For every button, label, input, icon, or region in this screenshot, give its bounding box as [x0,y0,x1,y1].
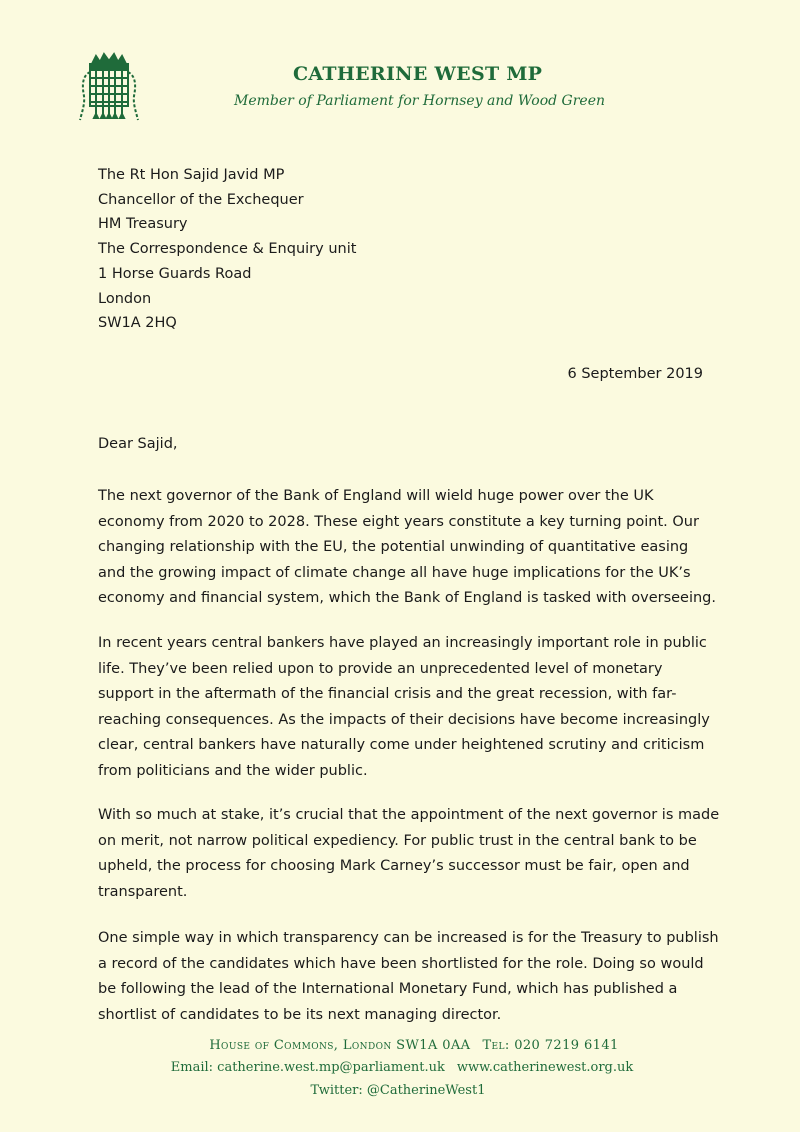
body-line: economy from 2020 to 2028. These eight years constitute a key turning point. Our [98,513,699,530]
footer-social-line [0,1083,798,1098]
address-line: SW1A 2HQ [98,315,177,332]
address-line: The Rt Hon Sajid Javid MP [98,167,285,183]
recipient-address [98,163,356,336]
body-line: a record of the candidates which have been shortlisted for the role. Doing so would [98,955,704,972]
footer-twitter-link[interactable]: Twitter: @CatherineWest1 [310,1083,486,1098]
body-line: upheld, the process for choosing Mark Carney’s successor must be fair, open and [98,858,690,874]
address-line: HM Treasury [98,216,188,233]
body-line: reaching consequences. As the impacts of their decisions have become increasingly [98,711,710,728]
body-line: support in the aftermath of the financial crisis and the great recession, with far- [98,686,677,702]
letterhead-name: CATHERINE WEST MP [293,63,543,85]
body-line: One simple way in which transparency can be increased is for the Treasury to publish [98,930,719,946]
body-line: shortlist of candidates to be its next managing director. [98,1006,502,1023]
footer-address: House of Commons, London SW1A 0AA [209,1038,471,1053]
address-line: Chancellor of the Exchequer [98,191,304,208]
address-line: The Correspondence & Enquiry unit [98,241,357,258]
footer-contact-line [14,1038,800,1053]
body-line: The next governor of the Bank of England will wield huge power over the UK [98,488,654,504]
footer-email-link[interactable]: Email: catherine.west.mp@parliament.uk [170,1060,445,1075]
letterhead-role: Member of Parliament for Hornsey and Wood Green [234,93,606,109]
body-line: economy and financial system, which the Bank of England is tasked with overseeing. [98,590,716,606]
address-line: 1 Horse Guards Road [98,265,252,282]
body-line: In recent years central bankers have played an increasingly important role in public [98,635,707,651]
body-line: be following the lead of the International Monetary Fund, which has published a [98,981,678,997]
body-paragraph [98,926,719,1028]
portcullis-icon [78,50,140,126]
body-paragraph [98,803,720,905]
body-paragraph [98,631,708,784]
body-line: changing relationship with the EU, the potential unwinding of quantitative easing [98,539,689,555]
footer-website-link[interactable]: www.catherinewest.org.uk [456,1060,634,1075]
body-line: on merit, not narrow political expediency. For public trust in the central bank to be [98,832,697,849]
body-line: With so much at stake, it’s crucial that the appointment of the next governor is made [98,807,720,823]
salutation: Dear Sajid, [98,436,178,452]
body-line: from politicians and the wider public. [98,762,368,779]
body-line: life. They’ve been relied upon to provide an unprecedented level of monetary [98,660,663,677]
footer-web-line [2,1060,800,1075]
footer-telephone: Tel: 020 7219 6141 [482,1038,619,1053]
body-line: clear, central bankers have naturally come under heightened scrutiny and criticism [98,737,705,753]
letter-date: 6 September 2019 [567,366,703,382]
body-paragraph [98,484,716,612]
body-line: and the growing impact of climate change all have huge implications for the UK’s [98,564,691,581]
body-line: transparent. [98,883,188,900]
address-line: London [98,290,152,307]
